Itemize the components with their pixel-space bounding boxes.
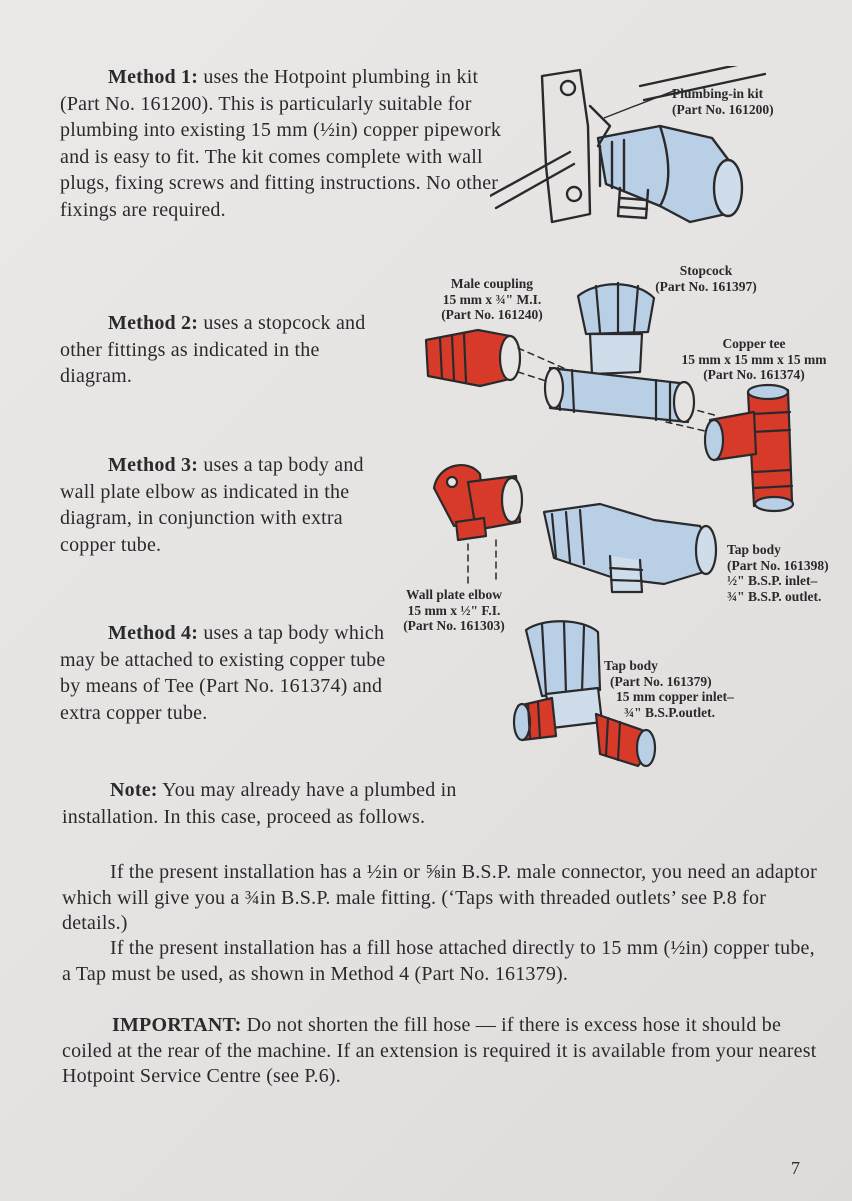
tap-body-1-label-line-3: ½" B.S.P. inlet– [727, 573, 818, 588]
copper-tee-label-line-3: (Part No. 161374) [703, 367, 805, 382]
note-paragraph [62, 777, 522, 830]
method-2-heading: Method 2: [108, 312, 199, 334]
stopcock-label-line-1: Stopcock [679, 263, 733, 278]
method-2-paragraph [60, 310, 390, 390]
method-3-paragraph [60, 452, 400, 558]
copper-tee-label-line-2: 15 mm x 15 mm x 15 mm [681, 351, 827, 367]
stopcock-label-line-2: (Part No. 161397) [655, 278, 757, 294]
method-1-heading: Method 1: [108, 66, 199, 88]
method-1-text: uses the Hotpoint plumbing in kit (Part No. 161200). This is particularly suitable for plumbing into existing 15 mm (½in) copper pipework and is easy to fit. The kit comes complete with wall plugs, fixing screws and fitting instructions. No other fixings are required. [60, 66, 502, 221]
tap-body-1-label [727, 542, 829, 604]
method-1-paragraph [60, 64, 522, 223]
tap-body-2-label-line-2: (Part No. 161379) [610, 673, 712, 689]
wall-plate-elbow-label [392, 587, 516, 634]
adaptor-text: If the present installation has a ½in or ⅝in B.S.P. male connector, you need an adaptor which will give you a ¾in B.S.P. male fitting. (‘Taps with threaded outlets’ see P.8 for details.) [62, 861, 817, 934]
plumbing-kit-label-line-2: (Part No. 161200) [672, 101, 774, 117]
wall-plate-elbow-label-line-3: (Part No. 161303) [403, 618, 505, 633]
tap-body-2-label [604, 658, 734, 720]
tap-body-2-label-line-4: ¾" B.S.P.outlet. [624, 704, 716, 720]
tap-body-2-label-line-3: 15 mm copper inlet– [616, 689, 734, 704]
male-coupling-label-line-3: (Part No. 161240) [441, 307, 543, 322]
male-coupling-label-line-1: Male coupling [450, 276, 534, 291]
method-3-text: uses a tap body and wall plate elbow as indicated in the diagram, in conjunction with extra copper tube. [60, 454, 364, 556]
method-4-paragraph [60, 620, 400, 726]
method-2-text: uses a stopcock and other fittings as indicated in the diagram. [60, 312, 366, 387]
note-text: You may already have a plumbed in installation. In this case, proceed as follows. [62, 779, 457, 828]
method-4-heading: Method 4: [108, 622, 199, 644]
copper-tee-label-line-1: Copper tee [722, 336, 786, 351]
wall-plate-elbow-label-line-2: 15 mm x ½" F.I. [407, 602, 501, 618]
page-number: 7 [791, 1158, 800, 1178]
note-heading: Note: [110, 779, 158, 801]
tap-body-1-label-line-1: Tap body [727, 542, 781, 557]
tap-body-1-label-line-4: ¾" B.S.P. outlet. [727, 588, 822, 604]
plumbing-kit-leader-line [600, 84, 680, 124]
tap-body-1-label-line-2: (Part No. 161398) [727, 557, 829, 573]
important-text: Do not shorten the fill hose — if there is excess hose it should be coiled at the rear of the machine. If an extension is required it is available from your nearest Hotpoint Service Centre (see P.6). [62, 1014, 817, 1087]
male-coupling-label [430, 276, 554, 323]
plumbing-kit-label-line-1: Plumbing-in kit [672, 86, 764, 101]
hose-paragraph [62, 936, 822, 987]
plumbing-kit-label [672, 86, 774, 117]
important-heading: IMPORTANT: [112, 1014, 242, 1036]
wall-plate-elbow-label-line-1: Wall plate elbow [405, 587, 502, 602]
stopcock-label [646, 263, 766, 294]
male-coupling-label-line-2: 15 mm x ¾" M.I. [442, 291, 542, 307]
hose-text: If the present installation has a fill hose attached directly to 15 mm (½in) copper tube, a Tap must be used, as shown in Method 4 (Part No. 161379). [62, 937, 815, 985]
adaptor-paragraph [62, 860, 822, 937]
important-paragraph [62, 1013, 822, 1090]
method-4-text: uses a tap body which may be attached to existing copper tube by means of Tee (Part No. 161374) and extra copper tube. [60, 622, 386, 724]
method-3-heading: Method 3: [108, 454, 199, 476]
tap-body-2-label-line-1: Tap body [604, 658, 658, 673]
copper-tee-label [664, 336, 844, 383]
